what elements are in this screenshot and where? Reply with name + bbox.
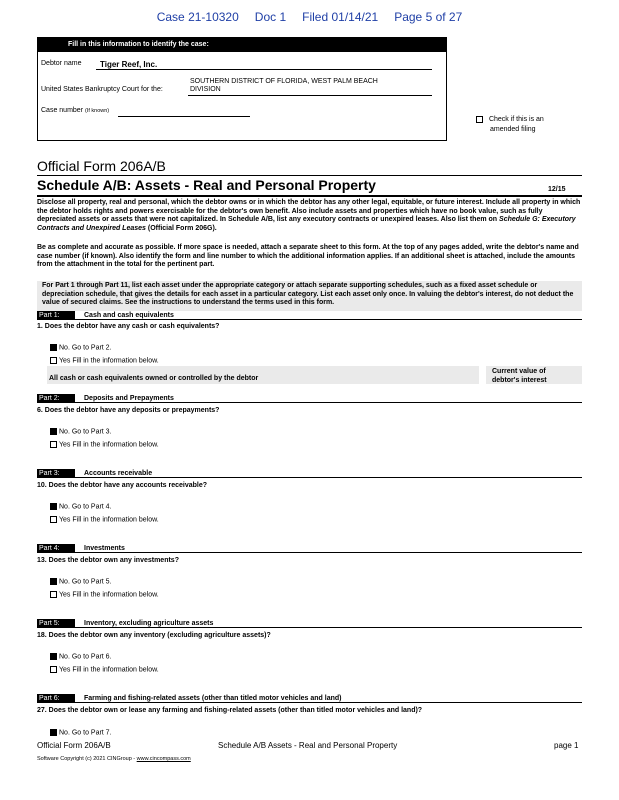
part-4-yes-option[interactable]: Yes Fill in the information below.: [50, 591, 159, 598]
checkbox-icon[interactable]: [50, 441, 57, 448]
cincompass-link[interactable]: www.cincompass.com: [136, 756, 191, 762]
part-1-no-option[interactable]: No. Go to Part 2.: [50, 344, 112, 351]
court-label: United States Bankruptcy Court for the:: [41, 86, 163, 93]
question-1: 1. Does the debtor have any cash or cash equivalents?: [37, 323, 220, 330]
part-3-header: Part 3: Accounts receivable: [37, 469, 582, 478]
checkbox-checked-icon[interactable]: [50, 729, 57, 736]
checkbox-icon[interactable]: [50, 591, 57, 598]
footer-title: Schedule A/B Assets - Real and Personal Property: [218, 741, 398, 750]
part-6-no-option[interactable]: No. Go to Part 7.: [50, 729, 112, 736]
footer-page: page 1: [554, 741, 579, 750]
part-3-yes-option[interactable]: Yes Fill in the information below.: [50, 516, 159, 523]
question-18: 18. Does the debtor own any inventory (excluding agriculture assets)?: [37, 632, 271, 639]
amended-label-2: amended filing: [490, 126, 536, 133]
debtor-name-label: Debtor name: [41, 60, 82, 67]
part-6-header: Part 6: Farming and fishing-related assets (other than titled motor vehicles and land): [37, 694, 582, 703]
part-2-yes-option[interactable]: Yes Fill in the information below.: [50, 441, 159, 448]
question-13: 13. Does the debtor own any investments?: [37, 557, 179, 564]
part-2-no-option[interactable]: No. Go to Part 3.: [50, 428, 112, 435]
checkbox-icon[interactable]: [50, 666, 57, 673]
checkbox-checked-icon[interactable]: [50, 503, 57, 510]
page-of: Page 5 of 27: [394, 10, 463, 24]
part-1-column-left: All cash or cash equivalents owned or controlled by the debtor: [47, 366, 479, 384]
instructions-paragraph-2: Be as complete and accurate as possible. If more space is needed, attach a separate sheet to this form. At the top of any pages added, write the debtor's name and case number (if known). Also identify the form and line number to which the additional information applies. If an additional sheet is attached, include the amounts from the attachment in the total for the pertinent part.: [37, 244, 579, 268]
id-box-title: Fill in this information to identify the case:: [38, 38, 446, 52]
case-number: Case 21-10320: [156, 10, 239, 24]
part-4-no-option[interactable]: No. Go to Part 5.: [50, 578, 112, 585]
court-value-line1[interactable]: SOUTHERN DISTRICT OF FLORIDA, WEST PALM BEACH: [190, 78, 378, 85]
form-version: 12/15: [548, 186, 566, 193]
amended-label-1: Check if this is an: [488, 116, 544, 124]
part-4-header: Part 4: Investments: [37, 544, 582, 553]
checkbox-checked-icon[interactable]: [50, 653, 57, 660]
instructions-paragraph-1: Disclose all property, real and personal, which the debtor owns or in which the debtor has any other legal, equitable, or future interest. Include all property in which the debtor holds rights and powers exercisable for the debtor's own benefit. Also include assets and properties which have no book value, such as fully depreciated assets or assets that were not capitalized. In Schedule A/B, list any executory contracts or unexpired leases. Also list them on Schedule G: Executory Contracts and Unexpired Leases (Official Form 206G).: [37, 199, 581, 232]
court-value-line2[interactable]: DIVISION: [190, 86, 221, 93]
checkbox-icon[interactable]: [50, 357, 57, 364]
part-1-header: Part 1: Cash and cash equivalents: [37, 311, 582, 320]
part-5-yes-option[interactable]: Yes Fill in the information below.: [50, 666, 159, 673]
case-number-label: Case number (If known): [41, 107, 110, 114]
doc-number: Doc 1: [254, 10, 287, 24]
part-3-no-option[interactable]: No. Go to Part 4.: [50, 503, 112, 510]
instructions-paragraph-3: For Part 1 through Part 11, list each asset under the appropriate category or attach separate supporting schedules, such as a fixed asset schedule or depreciation schedule, that gives the details for each asset in a particular category. List each asset only once. In valuing the debtor's interest, do not deduct the value of secured claims. See the instructions to understand the terms used in this form.: [37, 281, 582, 311]
form-title: Schedule A/B: Assets - Real and Personal Property: [37, 177, 376, 193]
filed-date: Filed 01/14/21: [302, 10, 379, 24]
case-header: [0, 10, 619, 24]
checkbox-checked-icon[interactable]: [50, 428, 57, 435]
question-6: 6. Does the debtor have any deposits or prepayments?: [37, 407, 220, 414]
checkbox-checked-icon[interactable]: [50, 344, 57, 351]
form-number: Official Form 206A/B: [37, 158, 166, 174]
checkbox-icon[interactable]: [476, 116, 483, 123]
part-1-column-right: Current value of debtor's interest: [486, 366, 582, 384]
debtor-name-value[interactable]: Tiger Reef, Inc.: [100, 60, 158, 69]
part-1-yes-option[interactable]: Yes Fill in the information below.: [50, 357, 159, 364]
footer-copyright: Software Copyright (c) 2021 CINGroup - www.cincompass.com: [37, 756, 191, 762]
question-27: 27. Does the debtor own or lease any farming and fishing-related assets (other than titled motor vehicles and land)?: [37, 707, 423, 714]
checkbox-icon[interactable]: [50, 516, 57, 523]
part-5-no-option[interactable]: No. Go to Part 6.: [50, 653, 112, 660]
question-10: 10. Does the debtor have any accounts receivable?: [37, 482, 208, 489]
part-5-header: Part 5: Inventory, excluding agriculture assets: [37, 619, 582, 628]
case-number-field[interactable]: [118, 116, 250, 117]
amended-filing-checkbox[interactable]: [476, 116, 544, 123]
case-identification-box: [37, 37, 447, 141]
part-2-header: Part 2: Deposits and Prepayments: [37, 394, 582, 403]
checkbox-checked-icon[interactable]: [50, 578, 57, 585]
footer-form-number: Official Form 206A/B: [37, 741, 111, 750]
